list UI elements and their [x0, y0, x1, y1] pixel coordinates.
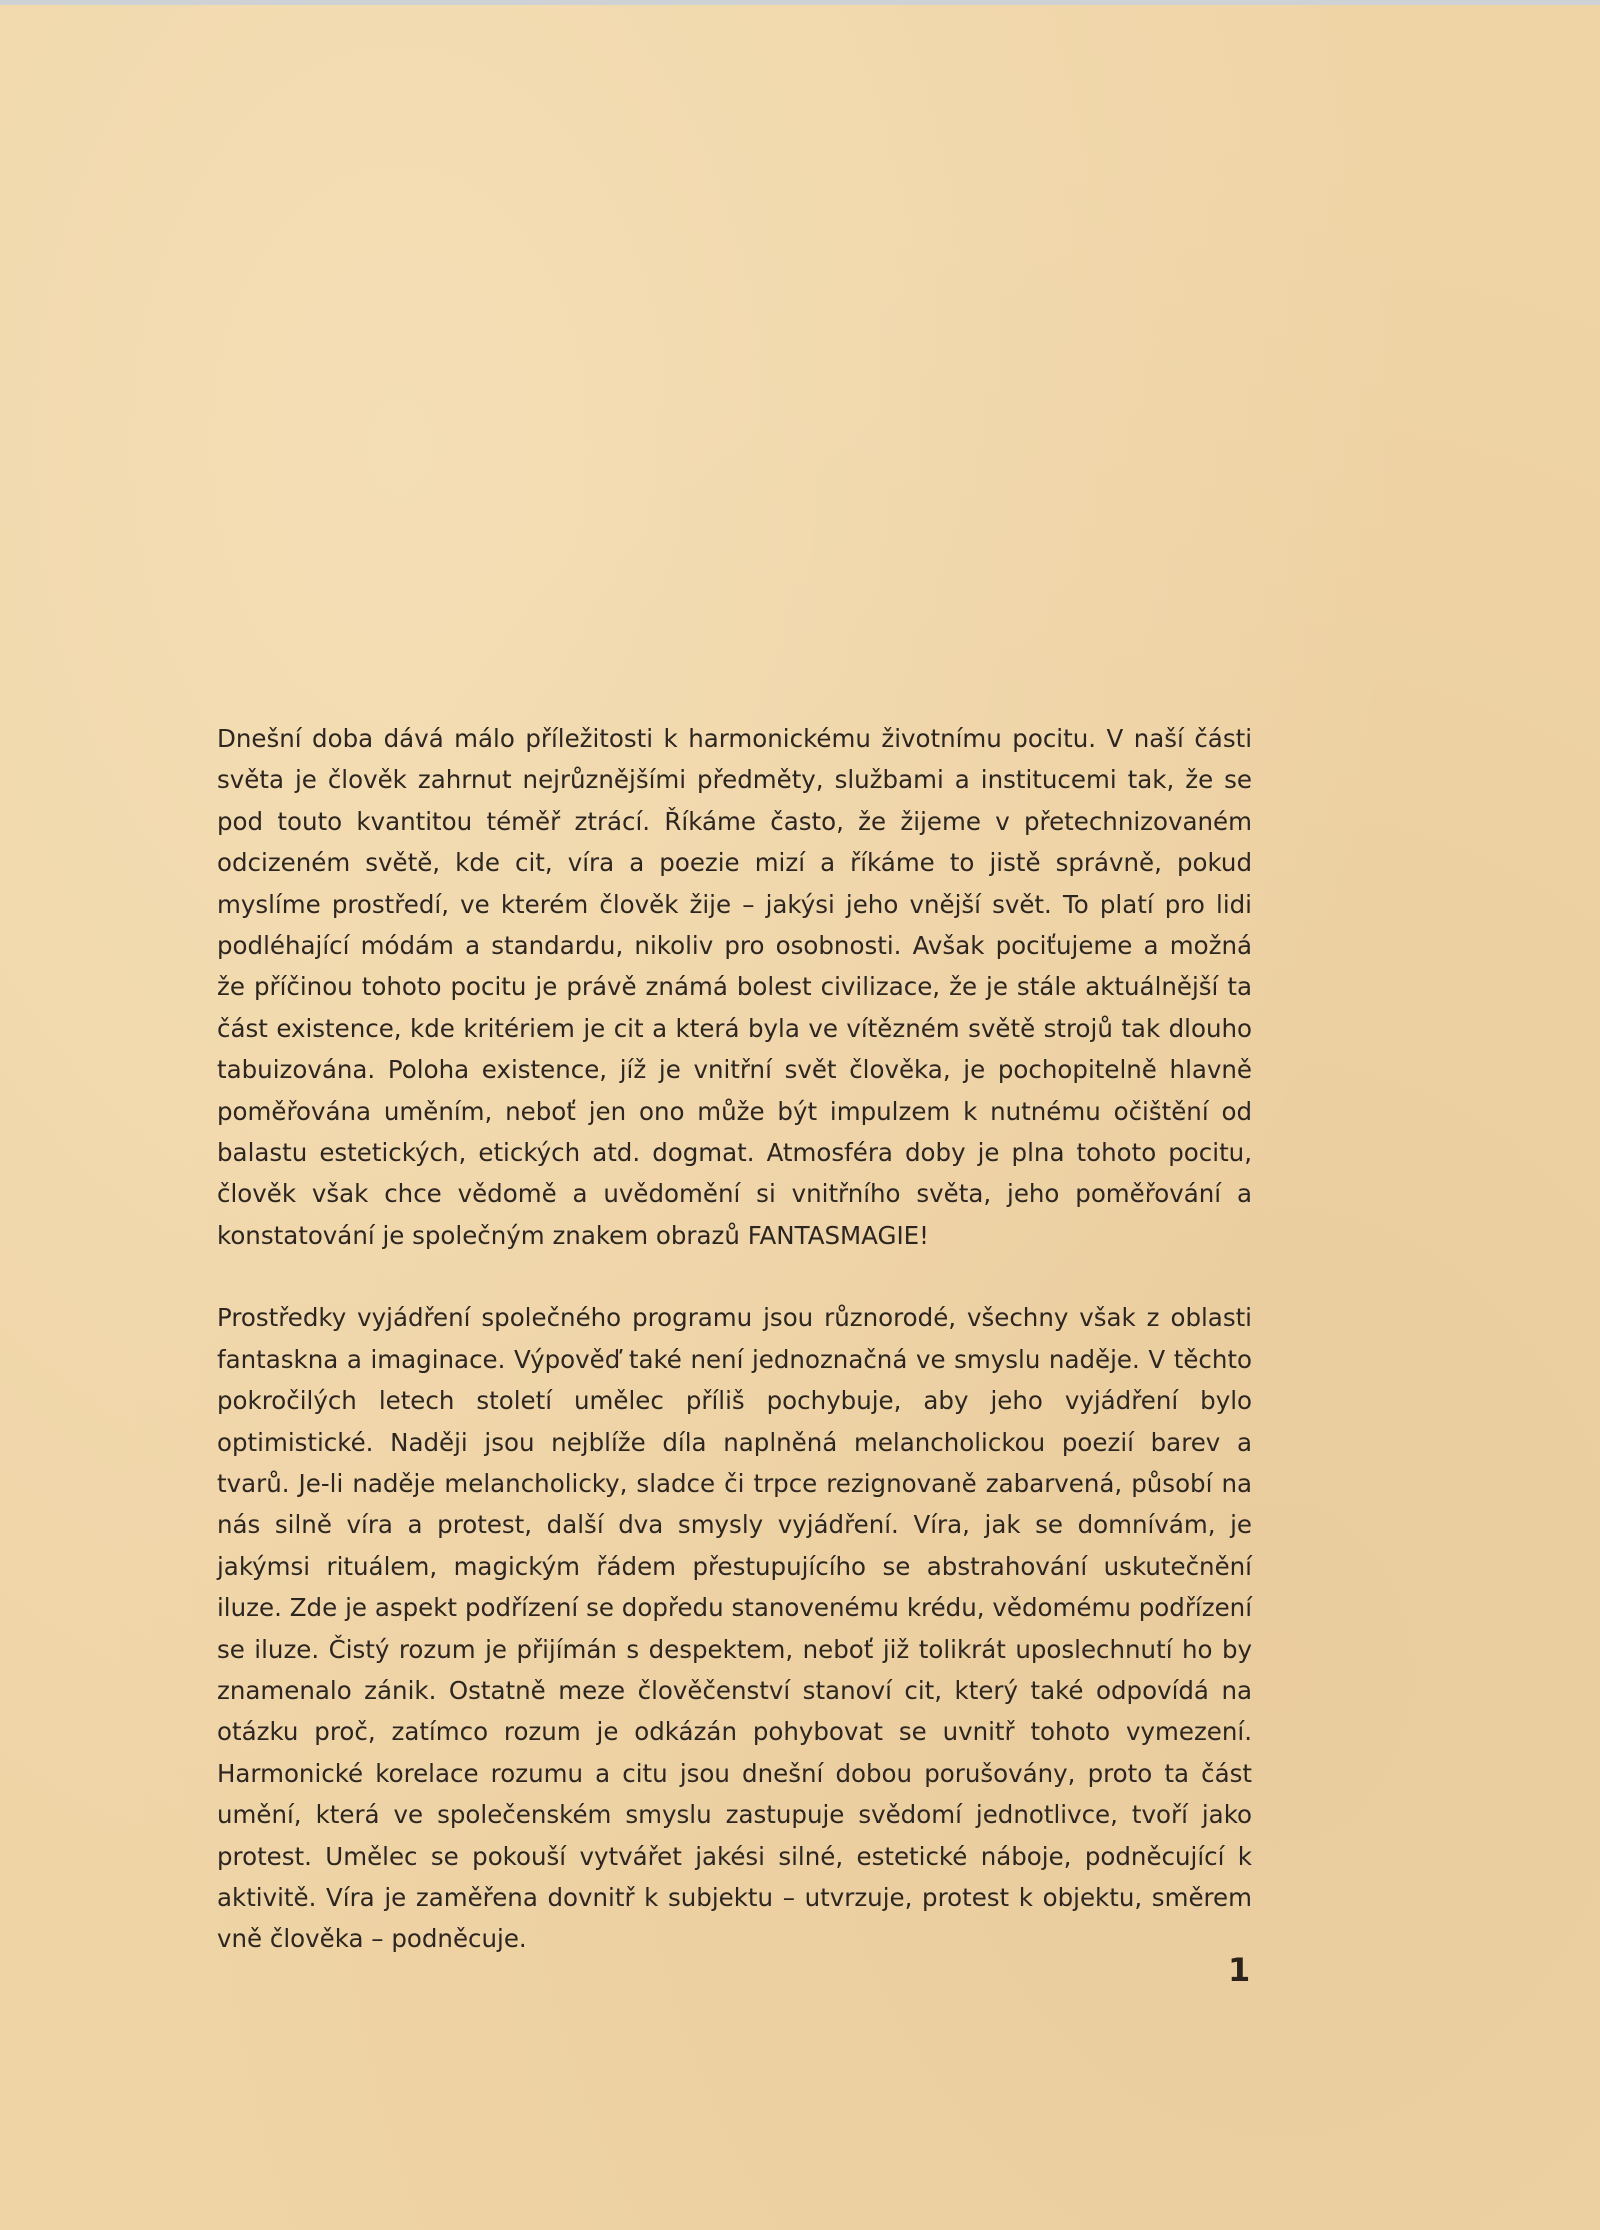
paragraph-1: Dnešní doba dává málo příležitosti k harmonickému životnímu pocitu. V naší části světa je člověk zahrnut nejrůznějšími předměty, službami a institucemi tak, že se pod touto kvantitou téměř ztrácí. Říkáme často, že žijeme v přetechnizovaném odcizeném světě, kde cit, víra a poezie mizí a říkáme to jistě správně, pokud myslíme prostředí, ve kterém člověk žije – jakýsi jeho vnější svět. To platí pro lidi podléhající módám a standardu, nikoliv pro osobnosti. Avšak pociťujeme a možná že příčinou tohoto pocitu je právě známá bolest civilizace, že je stále aktuálnější ta část existence, kde kritériem je cit a která byla ve vítězném světě strojů tak dlouho tabuizována. Poloha existence, jíž je vnitřní svět člověka, je pochopitelně hlavně poměřována uměním, neboť jen ono může být impulzem k nutnému očištění od balastu estetických, etických atd. dogmat. Atmosféra doby je plna tohoto pocitu, člověk však chce vědomě a uvědomění si vnitřního světa, jeho poměřování a konstatování je společným znakem obrazů FANTASMAGIE! [217, 724, 1252, 1250]
page-number: 1 [1228, 1951, 1251, 1989]
text-block [217, 718, 1252, 1960]
scan-edge [0, 0, 1600, 5]
paragraph-2: Prostředky vyjádření společného programu jsou různorodé, všechny však z oblasti fantaskna a imaginace. Výpověď také není jednoznačná ve smyslu naděje. V těchto pokročilých letech století umělec příliš pochybuje, aby jeho vyjádření bylo optimistické. Naději jsou nejblíže díla naplněná melancholickou poezií barev a tvarů. Je-li naděje melancholicky, sladce či trpce rezignovaně zabarvená, působí na nás silně víra a protest, další dva smysly vyjádření. Víra, jak se domnívám, je jakýmsi rituálem, magickým řádem přestupujícího se abstrahování uskutečnění iluze. Zde je aspekt podřízení se dopředu stanovenému krédu, vědomému podřízení se iluze. Čistý rozum je přijímán s despektem, neboť již tolikrát uposlechnutí ho by znamenalo zánik. Ostatně meze člověčenství stanoví cit, který také odpovídá na otázku proč, zatímco rozum je odkázán pohybovat se uvnitř tohoto vymezení. Harmonické korelace rozumu a citu jsou dnešní dobou porušovány, proto ta část umění, která ve společenském smyslu zastupuje svědomí jednotlivce, tvoří jako protest. Umělec se pokouší vytvářet jakési silné, estetické náboje, podněcující k aktivitě. Víra je zaměřena dovnitř k subjektu – utvrzuje, protest k objektu, směrem vně člověka – podněcuje. [217, 1303, 1252, 1954]
